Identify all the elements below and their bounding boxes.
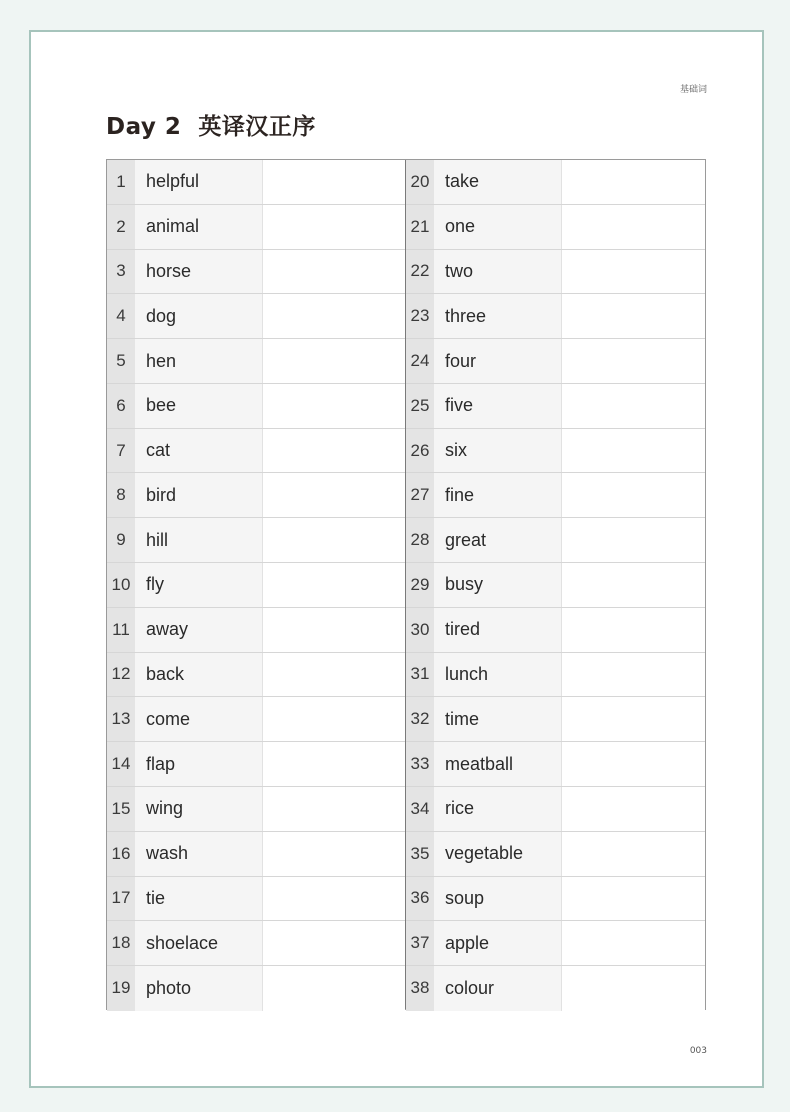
- word-number: 6: [107, 384, 135, 428]
- answer-blank[interactable]: [263, 205, 405, 249]
- word-number: 11: [107, 608, 135, 652]
- word-number: 25: [406, 384, 434, 428]
- word-number: 12: [107, 653, 135, 697]
- section-tag: 基础词: [679, 85, 707, 95]
- table-row: [107, 160, 405, 205]
- english-word: soup: [434, 877, 562, 921]
- answer-blank[interactable]: [562, 473, 705, 517]
- word-number: 30: [406, 608, 434, 652]
- vocabulary-table: [106, 159, 706, 1010]
- word-number: 26: [406, 429, 434, 473]
- word-number: 5: [107, 339, 135, 383]
- word-number: 36: [406, 877, 434, 921]
- english-word: wash: [135, 832, 263, 876]
- word-number: 7: [107, 429, 135, 473]
- english-word: take: [434, 160, 562, 204]
- answer-blank[interactable]: [263, 877, 405, 921]
- answer-blank[interactable]: [562, 742, 705, 786]
- answer-blank[interactable]: [263, 608, 405, 652]
- table-row: [406, 563, 705, 608]
- english-word: colour: [434, 966, 562, 1011]
- table-row: [107, 921, 405, 966]
- answer-blank[interactable]: [562, 921, 705, 965]
- english-word: photo: [135, 966, 263, 1011]
- word-number: 24: [406, 339, 434, 383]
- table-row: [107, 966, 405, 1011]
- table-row: [107, 832, 405, 877]
- word-number: 16: [107, 832, 135, 876]
- english-word: hill: [135, 518, 263, 562]
- word-number: 38: [406, 966, 434, 1011]
- table-row: [107, 518, 405, 563]
- answer-blank[interactable]: [263, 473, 405, 517]
- table-row: [406, 742, 705, 787]
- english-word: dog: [135, 294, 263, 338]
- table-row: [107, 294, 405, 339]
- english-word: one: [434, 205, 562, 249]
- answer-blank[interactable]: [562, 608, 705, 652]
- word-number: 1: [107, 160, 135, 204]
- answer-blank[interactable]: [263, 697, 405, 741]
- worksheet-page: [29, 30, 764, 1088]
- english-word: hen: [135, 339, 263, 383]
- english-word: shoelace: [135, 921, 263, 965]
- word-number: 29: [406, 563, 434, 607]
- answer-blank[interactable]: [263, 966, 405, 1011]
- table-row: [406, 205, 705, 250]
- answer-blank[interactable]: [263, 832, 405, 876]
- table-row: [406, 473, 705, 518]
- english-word: four: [434, 339, 562, 383]
- english-word: fine: [434, 473, 562, 517]
- table-row: [406, 921, 705, 966]
- word-number: 18: [107, 921, 135, 965]
- table-row: [107, 742, 405, 787]
- english-word: lunch: [434, 653, 562, 697]
- answer-blank[interactable]: [263, 429, 405, 473]
- table-row: [406, 608, 705, 653]
- table-row: [107, 473, 405, 518]
- english-word: rice: [434, 787, 562, 831]
- table-row: [107, 205, 405, 250]
- table-row: [107, 653, 405, 698]
- english-word: bee: [135, 384, 263, 428]
- english-word: five: [434, 384, 562, 428]
- word-number: 14: [107, 742, 135, 786]
- word-number: 13: [107, 697, 135, 741]
- english-word: fly: [135, 563, 263, 607]
- word-number: 33: [406, 742, 434, 786]
- answer-blank[interactable]: [562, 294, 705, 338]
- table-row: [406, 653, 705, 698]
- table-column-left: [107, 160, 406, 1009]
- english-word: great: [434, 518, 562, 562]
- answer-blank[interactable]: [263, 921, 405, 965]
- answer-blank[interactable]: [562, 563, 705, 607]
- word-number: 31: [406, 653, 434, 697]
- table-row: [406, 832, 705, 877]
- word-number: 23: [406, 294, 434, 338]
- word-number: 21: [406, 205, 434, 249]
- english-word: vegetable: [434, 832, 562, 876]
- table-row: [406, 160, 705, 205]
- answer-blank[interactable]: [562, 250, 705, 294]
- answer-blank[interactable]: [562, 787, 705, 831]
- answer-blank[interactable]: [263, 518, 405, 562]
- word-number: 3: [107, 250, 135, 294]
- english-word: two: [434, 250, 562, 294]
- table-row: [406, 787, 705, 832]
- table-row: [107, 339, 405, 384]
- word-number: 15: [107, 787, 135, 831]
- answer-blank[interactable]: [263, 294, 405, 338]
- word-number: 8: [107, 473, 135, 517]
- answer-blank[interactable]: [263, 563, 405, 607]
- answer-blank[interactable]: [263, 339, 405, 383]
- english-word: cat: [135, 429, 263, 473]
- answer-blank[interactable]: [562, 160, 705, 204]
- answer-blank[interactable]: [263, 160, 405, 204]
- english-word: helpful: [135, 160, 263, 204]
- answer-blank[interactable]: [562, 966, 705, 1011]
- english-word: horse: [135, 250, 263, 294]
- word-number: 19: [107, 966, 135, 1011]
- word-number: 27: [406, 473, 434, 517]
- table-row: [406, 384, 705, 429]
- answer-blank[interactable]: [562, 832, 705, 876]
- word-number: 2: [107, 205, 135, 249]
- word-number: 9: [107, 518, 135, 562]
- answer-blank[interactable]: [562, 339, 705, 383]
- table-row: [107, 697, 405, 742]
- answer-blank[interactable]: [562, 205, 705, 249]
- table-row: [107, 250, 405, 295]
- answer-blank[interactable]: [263, 250, 405, 294]
- table-row: [406, 966, 705, 1011]
- word-number: 37: [406, 921, 434, 965]
- table-row: [406, 697, 705, 742]
- english-word: apple: [434, 921, 562, 965]
- english-word: animal: [135, 205, 263, 249]
- answer-blank[interactable]: [562, 653, 705, 697]
- english-word: six: [434, 429, 562, 473]
- table-row: [107, 787, 405, 832]
- word-number: 32: [406, 697, 434, 741]
- table-row: [406, 250, 705, 295]
- word-number: 20: [406, 160, 434, 204]
- table-row: [406, 518, 705, 563]
- english-word: busy: [434, 563, 562, 607]
- english-word: tie: [135, 877, 263, 921]
- word-number: 34: [406, 787, 434, 831]
- page-number: 003: [689, 1046, 707, 1056]
- page-title: Day 2 英译汉正序: [106, 114, 316, 140]
- table-row: [107, 608, 405, 653]
- english-word: three: [434, 294, 562, 338]
- word-number: 35: [406, 832, 434, 876]
- table-row: [406, 294, 705, 339]
- answer-blank[interactable]: [562, 697, 705, 741]
- word-number: 4: [107, 294, 135, 338]
- answer-blank[interactable]: [562, 877, 705, 921]
- table-row: [107, 563, 405, 608]
- english-word: bird: [135, 473, 263, 517]
- answer-blank[interactable]: [263, 742, 405, 786]
- english-word: meatball: [434, 742, 562, 786]
- table-row: [406, 339, 705, 384]
- table-row: [107, 429, 405, 474]
- table-row: [107, 877, 405, 922]
- table-column-right: [406, 160, 705, 1009]
- table-row: [406, 429, 705, 474]
- answer-blank[interactable]: [562, 429, 705, 473]
- word-number: 10: [107, 563, 135, 607]
- english-word: back: [135, 653, 263, 697]
- english-word: flap: [135, 742, 263, 786]
- answer-blank[interactable]: [263, 653, 405, 697]
- answer-blank[interactable]: [263, 787, 405, 831]
- table-row: [406, 877, 705, 922]
- answer-blank[interactable]: [263, 384, 405, 428]
- english-word: wing: [135, 787, 263, 831]
- english-word: time: [434, 697, 562, 741]
- english-word: come: [135, 697, 263, 741]
- answer-blank[interactable]: [562, 518, 705, 562]
- english-word: tired: [434, 608, 562, 652]
- word-number: 22: [406, 250, 434, 294]
- english-word: away: [135, 608, 263, 652]
- table-row: [107, 384, 405, 429]
- word-number: 28: [406, 518, 434, 562]
- word-number: 17: [107, 877, 135, 921]
- answer-blank[interactable]: [562, 384, 705, 428]
